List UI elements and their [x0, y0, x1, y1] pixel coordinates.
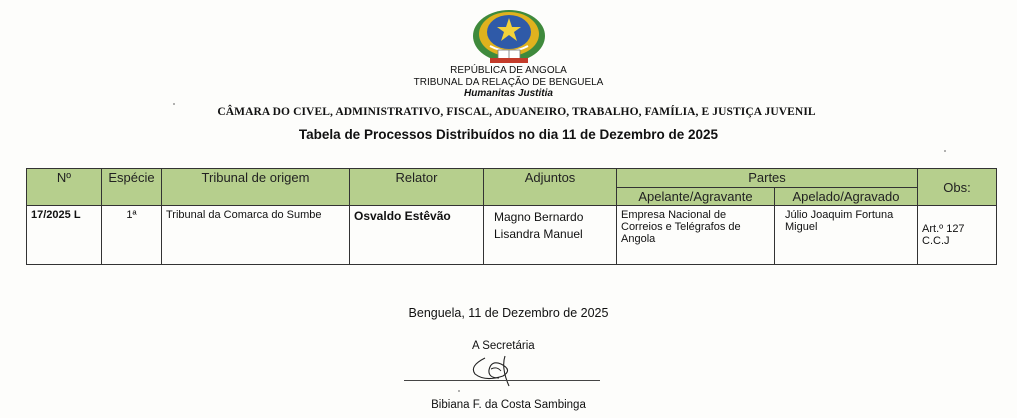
- handwritten-signature-icon: [455, 348, 535, 388]
- scan-speck: [944, 150, 946, 152]
- signature-line: [404, 380, 600, 381]
- table-row: [27, 206, 997, 265]
- place-date: Benguela, 11 de Dezembro de 2025: [408, 306, 609, 320]
- scan-speck: [173, 103, 175, 105]
- col-header-relator: Relator: [350, 169, 484, 206]
- cell-adjuntos: [484, 206, 617, 265]
- adjunto-2: Lisandra Manuel: [494, 227, 583, 241]
- court-heading: TRIBUNAL DA RELAÇÃO DE BENGUELA: [413, 77, 604, 88]
- col-header-apelante: Apelante/Agravante: [617, 188, 775, 206]
- col-header-apelado: Apelado/Agravado: [775, 188, 918, 206]
- scan-speck: [458, 390, 460, 392]
- cell-apelado: Júlio Joaquim Fortuna Miguel: [775, 206, 918, 265]
- col-header-especie: Espécie: [102, 169, 162, 206]
- col-header-tribunal: Tribunal de origem: [162, 169, 350, 206]
- page-title: Tabela de Processos Distribuídos no dia 11 de Dezembro de 2025: [298, 127, 719, 142]
- col-header-obs: Obs:: [918, 169, 997, 206]
- col-header-adjuntos: Adjuntos: [484, 169, 617, 206]
- cell-relator: Osvaldo Estêvão: [350, 206, 484, 265]
- col-header-num: Nº: [27, 169, 102, 206]
- cell-apelante: Empresa Nacional de Correios e Telégrafos de Angola: [617, 206, 775, 265]
- cell-especie: 1ª: [102, 206, 162, 265]
- processes-table: [26, 168, 997, 265]
- chamber-heading: CÂMARA DO CIVEL, ADMINISTRATIVO, FISCAL, ADUANEIRO, TRABALHO, FAMÍLIA, E JUSTIÇA JUVENIL: [217, 106, 816, 118]
- cell-num: 17/2025 L: [27, 206, 102, 265]
- republic-heading: REPÚBLICA DE ANGOLA: [450, 65, 567, 76]
- court-motto: Humanitas Justitia: [464, 88, 553, 99]
- signer-role: A Secretária: [472, 340, 535, 352]
- cell-obs: Art.º 127 C.C.J: [918, 206, 997, 265]
- angola-coat-of-arms-icon: [468, 6, 550, 64]
- signer-name: Bibiana F. da Costa Sambinga: [431, 399, 586, 411]
- cell-tribunal: Tribunal da Comarca do Sumbe: [162, 206, 350, 265]
- col-header-partes: Partes: [617, 169, 918, 188]
- adjunto-1: Magno Bernardo: [494, 210, 584, 224]
